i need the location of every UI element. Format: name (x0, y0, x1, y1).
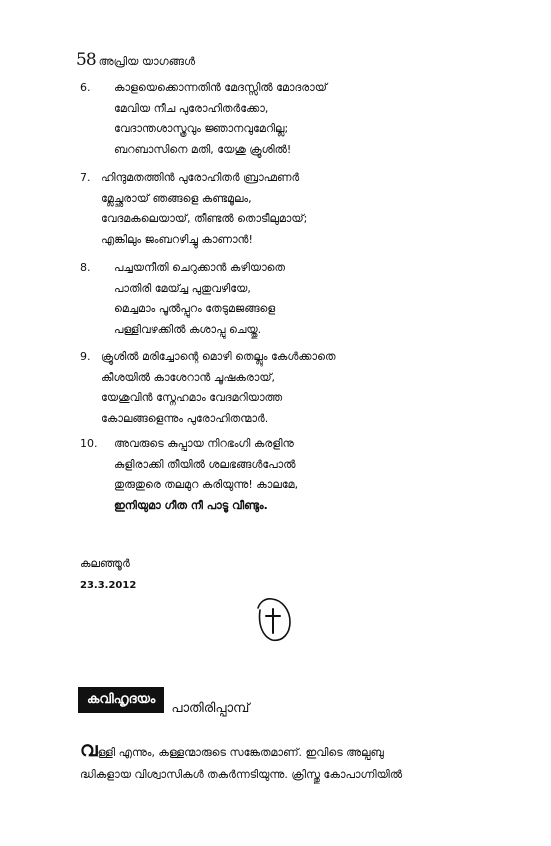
poem-author: കലഞ്ഞൂർ (80, 557, 130, 570)
verse-line: വേദമകലെയായ്, തീണ്ടൽ തൊടീലുമായ്; (101, 212, 308, 225)
poem-date: 23.3.2012 (80, 580, 137, 591)
hand-drawn-cross-icon (250, 596, 294, 644)
paragraph-line: ള്ളി എന്നും, കള്ളന്മാരുടെ സങ്കേതമാണ്. ഇവിടെ അല്പബു (97, 746, 384, 759)
running-title: അപ്രിയ യാഗങ്ങൾ (98, 55, 196, 68)
verse-line: ക്രൂശിൽ മരിച്ചോന്റെ മൊഴി തെല്ലും കേൾക്കാതെ (101, 350, 336, 363)
verse-line: പാതിരി മേയ്ച്ച പുതുവഴിയേ, (114, 281, 251, 295)
verse-line: പച്ചയനീതി ചെറുക്കാൻ കഴിയാതെ (114, 261, 286, 274)
stanza-7 (80, 168, 307, 250)
stanza-lines (114, 258, 285, 340)
body-paragraph (80, 737, 476, 786)
verse-line: കീശയിൽ കാശേറാൻ ചൂഷകരായ്, (101, 370, 276, 384)
verse-line: മെച്ചമാം പൂൽപ്പുറം തേടുമജങ്ങളെ (114, 302, 276, 315)
stanza-number: 8. (80, 261, 91, 274)
verse-line: മേവിയ നീച പുരോഹിതർക്കോ, (114, 101, 269, 115)
page-header (76, 50, 195, 70)
verse-line: ബറബാസിനെ മതി, യേശു ക്രൂശിൽ! (114, 142, 292, 156)
stanza-lines (114, 78, 327, 160)
section-badge: കവിഹൃദയം (79, 688, 163, 712)
section-heading (79, 688, 250, 716)
stanza-number: 7. (80, 171, 91, 184)
verse-line: വേദാന്തശാസ്ത്രവും ജ്ഞാനവുമേറില്ല; (114, 122, 289, 135)
verse-line: അവരുടെ കുപ്പായ നിറഭംഗി കരളിനു (114, 437, 294, 450)
stanza-9 (80, 347, 335, 429)
drop-cap: വ (80, 737, 98, 761)
stanza-10 (80, 434, 298, 516)
verse-line: മ്ലേച്ഛരായ് ഞങ്ങളെ കണ്ടമൂലം, (101, 191, 252, 205)
page-number: 58 (76, 50, 96, 70)
stanza-8 (80, 258, 285, 340)
verse-line-emphasis: ഇനിയുമാ ഗീത നീ പാടൂ വീണ്ടും. (114, 498, 268, 512)
verse-line: തുരുതുരെ തലമുറ കരിയുന്നു! കാലമേ, (114, 478, 299, 491)
paragraph-line: ദ്ധികളായ വിശ്വാസികൾ തകർന്നടിയുന്നു. ക്രിസ്തു കോപാഗ്നിയിൽ (80, 768, 403, 781)
verse-line: കോലങ്ങളെന്നും പുരോഹിതന്മാർ. (101, 411, 269, 425)
stanza-number: 10. (80, 437, 98, 450)
stanza-number: 9. (80, 350, 91, 363)
verse-line: എങ്കിലും ജംബറഴിച്ചു കാണാൻ! (101, 232, 253, 246)
verse-line: യേശുവിൻ സ്നേഹമാം വേദമറിയാത്ത (101, 391, 283, 404)
verse-line: ഹിന്ദുമതത്തിൻ പുരോഹിതർ ബ്രാഹ്മണർ (101, 171, 300, 184)
stanza-lines (101, 168, 307, 250)
verse-line: കുളിരാക്കി തീയിൽ ശലഭങ്ങൾപോൽ (114, 457, 296, 471)
stanza-number: 6. (80, 81, 91, 94)
stanza-lines (114, 434, 298, 516)
stanza-6 (80, 78, 327, 160)
verse-line: പള്ളിവഴക്കിൽ കശാപ്പു ചെയ്തു. (114, 322, 262, 336)
verse-line: കാളയെക്കൊന്നതിൻ മേദസ്സിൽ മോദരായ് (114, 81, 327, 94)
section-title: പാതിരിപ്പാമ്പ് (171, 701, 250, 716)
stanza-lines (101, 347, 335, 429)
